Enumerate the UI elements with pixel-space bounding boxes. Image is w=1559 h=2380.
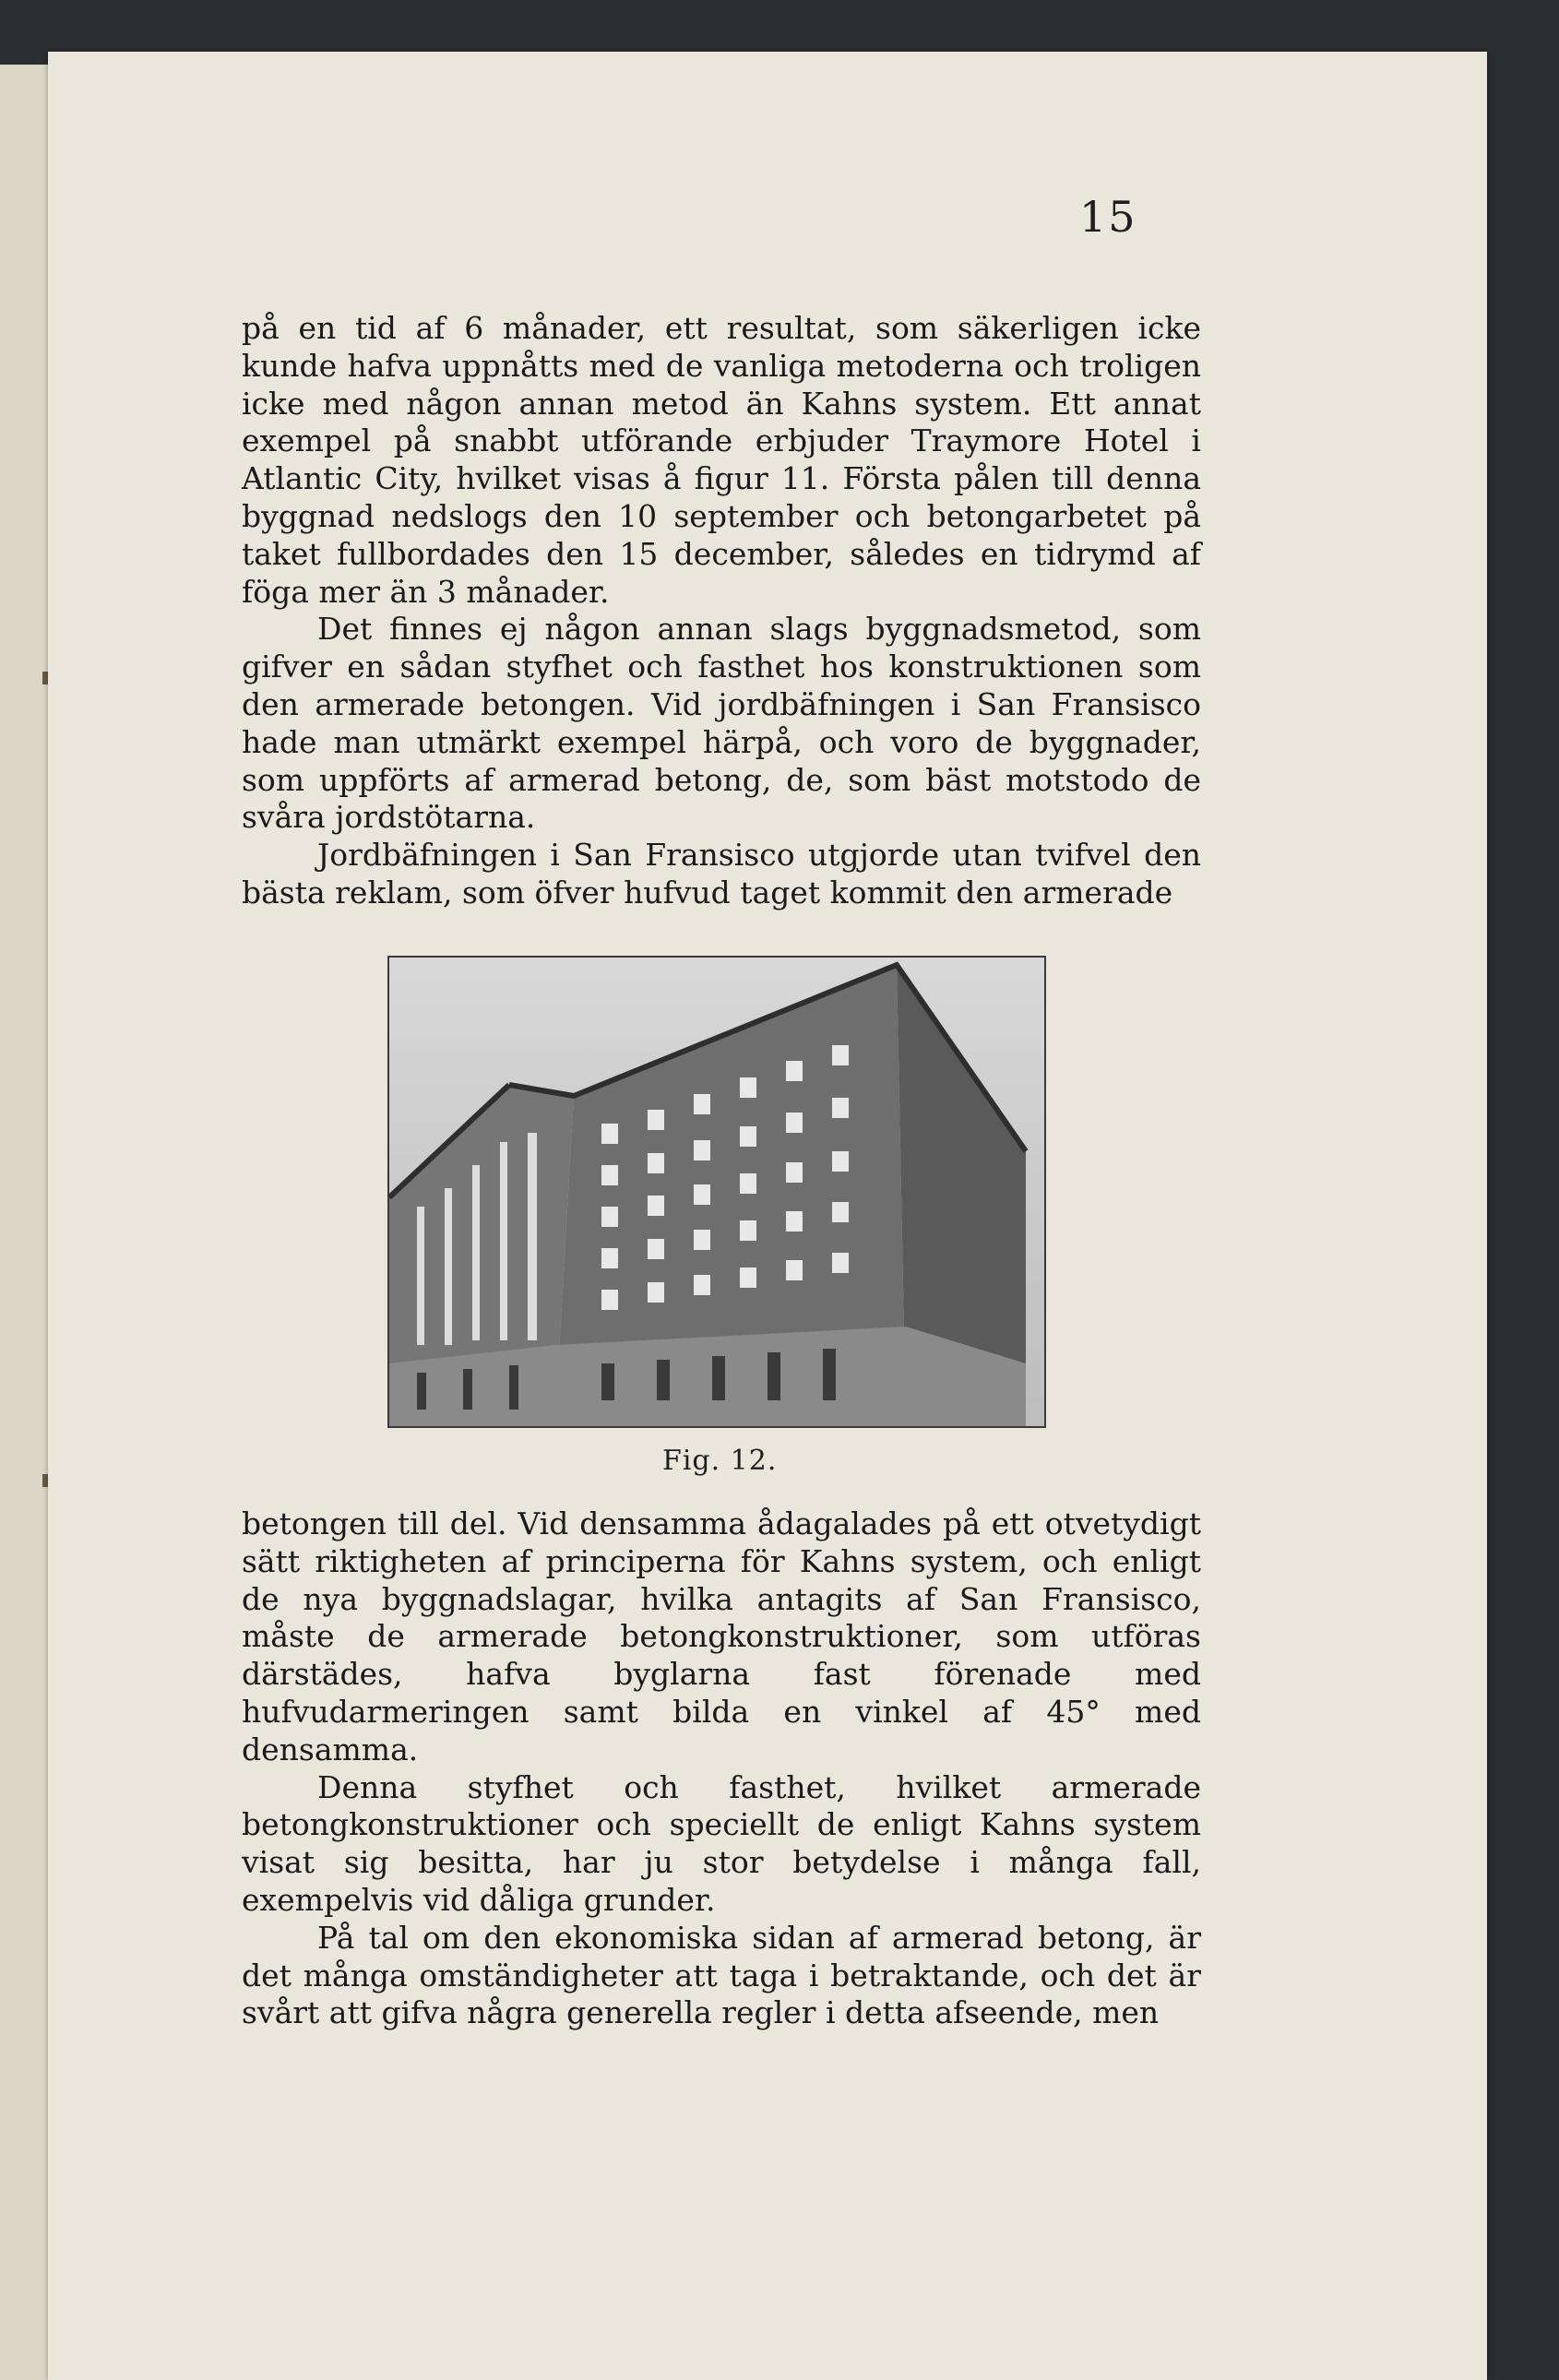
text-block-bottom [242,1505,1201,2032]
page-number: 15 [1079,192,1137,242]
paragraph: betongen till del. Vid densamma ådagalades på ett otvetydigt sätt riktigheten af principerna för Kahns system, och enligt de nya byggnadslagar, hvilka antagits af San Fransisco, måste de armerade betongkonstruktioner, som utföras därstädes, hafva byglarna fast förenade med hufvudarmeringen samt bilda en vinkel af 45° med densamma. [242,1505,1201,1767]
hotel-building-image [389,958,1044,1426]
paragraph: Jordbäfningen i San Fransisco utgjorde utan tvifvel den bästa reklam, som öfver hufvud taget kommit den armerade [242,837,1201,910]
paragraph: På tal om den ekonomiska sidan af armerad betong, är det många omständigheter att taga i betraktande, och det är svårt att gifva några generella regler i detta afseende, men [242,1919,1201,2031]
figure-caption: Fig. 12. [662,1445,778,1477]
paragraph: Det finnes ej någon annan slags byggnadsmetod, som gifver en sådan styfhet och fasthet hos konstruktionen som den armerade betongen. Vid jordbäfningen i San Fransisco hade man utmärkt exempel härpå, och voro de byggnader, som uppförts af armerad betong, de, som bäst motstodo de svåra jordstötarna. [242,611,1201,836]
text-block-top [242,310,1201,912]
building-photograph [387,956,1046,1428]
paragraph: på en tid af 6 månader, ett resultat, som säkerligen icke kunde hafva uppnåtts med de vanliga metoderna och troligen icke med någon annan metod än Kahns system. Ett annat exempel på snabbt utförande erbjuder Traymore Hotel i Atlantic City, hvilket visas å figur 11. Första pålen till denna byggnad nedslogs den 10 september och betongarbetet på taket fullbordades den 15 december, således en tidrymd af föga mer än 3 månader. [242,310,1201,610]
paragraph: Denna styfhet och fasthet, hvilket armerade betongkonstruktioner och speciellt de enligt Kahns system visat sig besitta, har ju stor betydelse i många fall, exempelvis vid dåliga grunder. [242,1768,1201,1918]
previous-page-edge [0,65,50,2380]
